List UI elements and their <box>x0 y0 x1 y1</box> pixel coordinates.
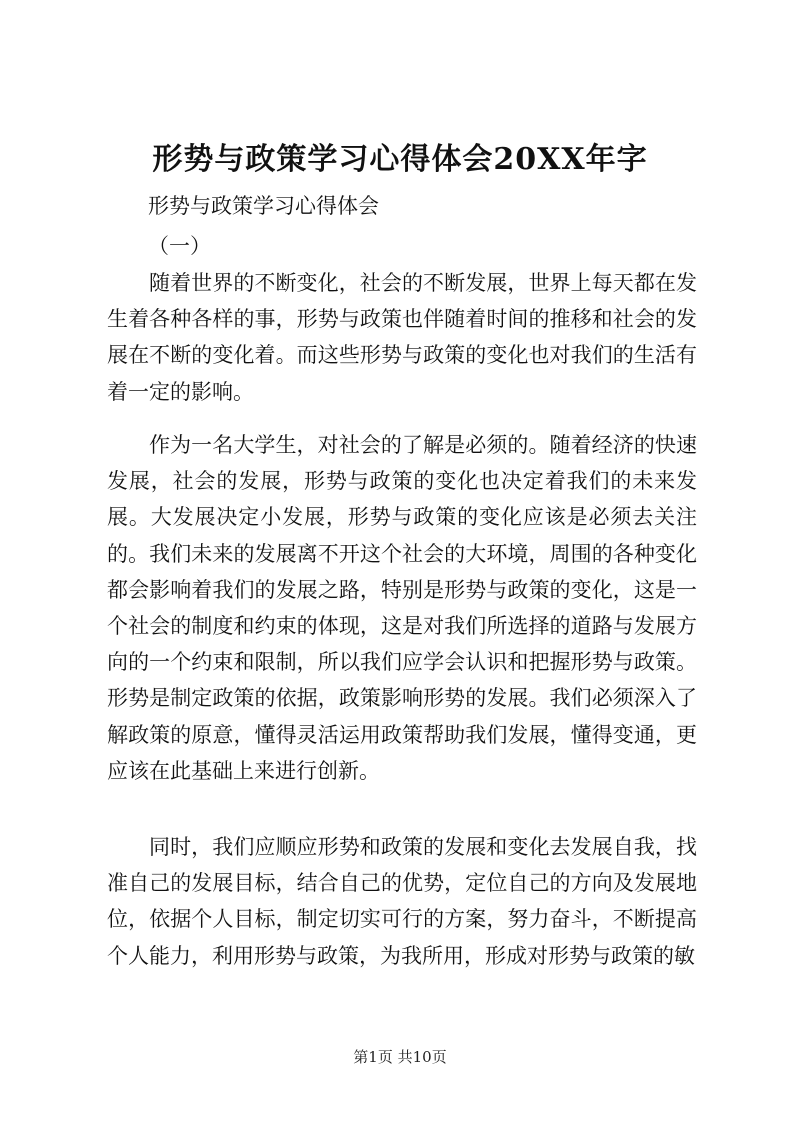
section-label: （一） <box>148 234 211 258</box>
paragraph: 作为一名大学生，对社会的了解是必须的。随着经济的快速发展，社会的发展，形势与政策的变化也决定着我们的未来发展。大发展决定小发展，形势与政策的变化应该是必须去关注的。我们未来的发展离不开这个社会的大环境，周围的各种变化都会影响着我们的发展之路，特别是形势与政策的变化，这是一个社会的制度和约束的体现，这是对我们所选择的道路与发展方向的一个约束和限制，所以我们应学会认识和把握形势与政策。形势是制定政策的依据，政策影响形势的发展。我们必须深入了解政策的原意，懂得灵活运用政策帮助我们发展，懂得变通，更应该在此基础上来进行创新。 <box>107 433 697 783</box>
document-title: 形势与政策学习心得体会20XX年字 <box>152 142 648 177</box>
paragraph: 同时，我们应顺应形势和政策的发展和变化去发展自我，找准自己的发展目标，结合自己的优势，定位自己的方向及发展地位，依据个人目标，制定切实可行的方案，努力奋斗，不断提高个人能力，利用形势与政策，为我所用，形成对形势与政策的敏 <box>107 835 697 968</box>
page-footer: 第1页 共10页 <box>353 1048 447 1066</box>
paragraph: 随着世界的不断变化，社会的不断发展，世界上每天都在发生着各种各样的事，形势与政策也伴随着时间的推移和社会的发展在不断的变化着。而这些形势与政策的变化也对我们的生活有着一定的影响。 <box>107 271 697 404</box>
document-subtitle: 形势与政策学习心得体会 <box>148 194 379 218</box>
